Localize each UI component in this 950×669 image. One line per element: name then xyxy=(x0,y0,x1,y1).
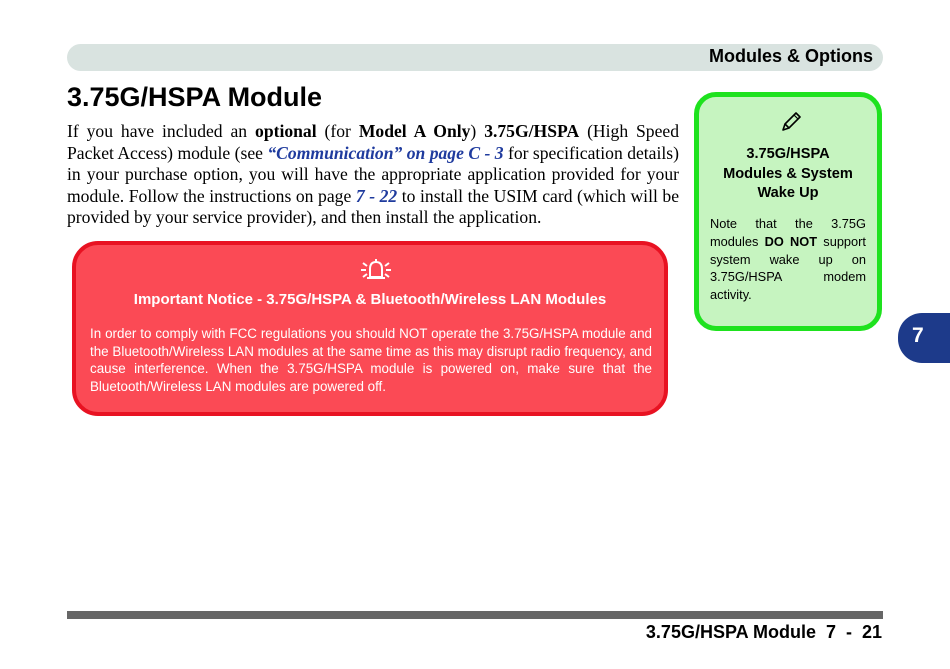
important-notice-box xyxy=(72,241,668,416)
sidebar-note-title-line-1: 3.75G/HSPA xyxy=(746,146,830,162)
intro-model: Model A Only xyxy=(358,121,471,141)
alarm-bell-icon xyxy=(360,257,392,283)
intro-paragraph xyxy=(67,121,679,229)
sidebar-note-title xyxy=(703,145,873,204)
communication-link[interactable]: “Communication” on page C - 3 xyxy=(267,142,504,163)
sidebar-note-do-not: DO NOT xyxy=(764,233,818,249)
footer-page-label: 3.75G/HSPA Module 7 - 21 xyxy=(645,622,882,642)
header-title: Modules & Options xyxy=(709,46,873,66)
intro-text-5: for specification details) in your purchase option, you will have the appropriate application provided for your module. Follow the instructions on page xyxy=(67,142,679,206)
notice-text: In order to comply with FCC regulations you should NOT operate the 3.75G/HSPA module and the Bluetooth/Wireless LAN modules at the same time as this may disrupt radio frequency, and cause interference. When the 3.75G/HSPA module is powered on, make sure that the Bluetooth/Wireless LAN modules are powered off. xyxy=(90,326,652,394)
header-bar xyxy=(67,44,883,71)
sidebar-note-text-a: Note that the 3.75G modules xyxy=(710,216,866,249)
intro-text-3: ) xyxy=(470,121,485,141)
chapter-number: 7 xyxy=(912,324,924,347)
sidebar-note-title-line-3: Wake Up xyxy=(757,185,819,201)
intro-text-6: to install the USIM card (which will be provided by your service provider), and then install the application. xyxy=(67,185,680,228)
intro-text-1: If you have included an xyxy=(67,121,256,141)
footer-rule xyxy=(67,611,883,619)
pen-icon xyxy=(780,111,802,133)
intro-text-2: (for xyxy=(316,121,359,141)
page-reference-link[interactable]: 7 - 22 xyxy=(355,185,398,206)
sidebar-note-title-line-2: Modules & System xyxy=(723,165,853,182)
intro-module: 3.75G/HSPA xyxy=(484,121,580,141)
sidebar-note-text-b: support system wake up on 3.75G/HSPA modem activity. xyxy=(710,233,866,303)
notice-title: Important Notice - 3.75G/HSPA & Bluetooth/Wireless LAN Modules xyxy=(133,291,607,308)
sidebar-note-box xyxy=(694,92,882,331)
intro-text-4: (High Speed Packet Access) module (see xyxy=(67,121,680,163)
page-title: 3.75G/HSPA Module xyxy=(67,82,323,112)
chapter-tab[interactable] xyxy=(898,313,950,363)
intro-optional: optional xyxy=(255,121,317,141)
sidebar-note-text xyxy=(710,215,866,304)
